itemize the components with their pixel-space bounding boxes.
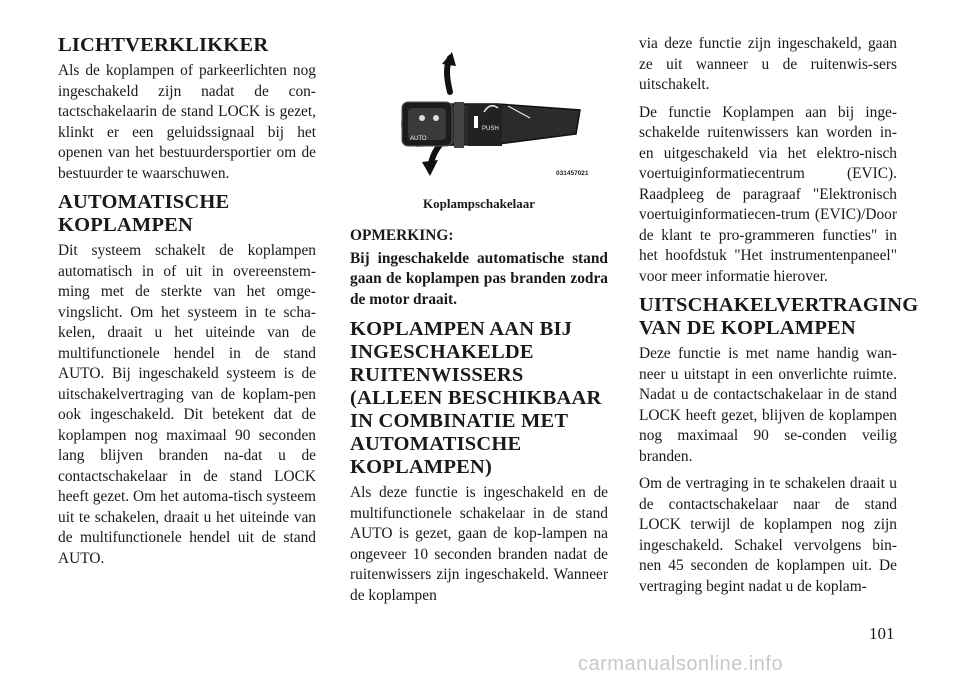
figure-code: 031457021: [556, 170, 589, 177]
paragraph-evic: De functie Koplampen aan bij inge-schakelde ruitenwissers kan worden in- en uitgeschakeld via het elektro-nisch voertuiginformatiecentrum (EVIC). Raadpleeg de paragraaf "Elektronisch voertuiginformatiecen-trum (EVIC)/Door de klant te pro-grammeren functies" in het hoofdstuk "Het instrumentenpaneel" voor meer informatie hierover.: [639, 103, 897, 285]
heading-uitschakelvertraging: UITSCHAKELVERTRAGING VAN DE KOPLAMPEN: [639, 294, 919, 339]
paragraph-ruitenwissers-vervolg: via deze functie zijn ingeschakeld, gaan ze uit wanneer u de ruitenwis-sers uitschakelt.: [639, 35, 897, 93]
heading-lichtverklikker: LICHTVERKLIKKER: [58, 34, 269, 56]
note-body: Bij ingeschakelde automatische stand gaan de koplampen pas branden zodra de motor draait.: [350, 249, 608, 308]
headlamp-switch-illustration: [380, 52, 590, 182]
heading-koplampen-aan-bij-ruitenwissers: KOPLAMPEN AAN BIJ INGESCHAKELDE RUITENWISSERS (ALLEEN BESCHIKBAAR IN COMBINATIE MET AUTOMATISCHE KOPLAMPEN): [350, 318, 602, 478]
auto-label: AUTO: [410, 136, 427, 142]
column-right: [639, 34, 919, 604]
watermark: carmanualsonline.info: [578, 653, 784, 675]
headlamp-switch-figure: [350, 34, 608, 192]
figure-caption: Koplampschakelaar: [423, 196, 535, 211]
push-label: PUSH: [482, 126, 499, 132]
paragraph-uitschakelvertraging-2: Om de vertraging in te schakelen draait u de contactschakelaar naar de stand LOCK terwijl de koplampen nog zijn ingeschakeld. Schakel vervolgens bin-nen 45 seconden de koplampen uit. De vertraging begint nadat u de koplam-: [639, 475, 897, 595]
column-middle: [350, 34, 608, 613]
column-left: [58, 34, 316, 576]
paragraph-koplampen-aan-bij-ruitenwissers: Als deze functie is ingeschakeld en de multifunctionele schakelaar in de stand AUTO is gezet, gaan de kop-lampen na ongeveer 10 seconden branden nadat de ruitenwissers zijn ingeschakeld. Wanneer de koplampen: [350, 484, 608, 604]
paragraph-uitschakelvertraging-1: Deze functie is met name handig wan-neer u uitstapt in een onverlichte ruimte. Nadat u de contactschakelaar in de stand LOCK heeft gezet, blijven de koplampen nog maximaal 90 se-conden veilig branden.: [639, 345, 897, 465]
paragraph-lichtverklikker: Als de koplampen of parkeerlichten nog ingeschakeld zijn nadat de con-tactschakelaarin de stand LOCK is gezet, klinkt er een geluidssignaal bij het openen van het bestuurdersportier om de bestuurder te waarschuwen.: [58, 62, 316, 182]
heading-automatische-koplampen: AUTOMATISCHE KOPLAMPEN: [58, 191, 230, 236]
paragraph-automatische-koplampen: Dit systeem schakelt de koplampen automatisch in of uit in overeenstem-ming met de sterkte van het omge-vingslicht. Om het systeem in te scha-kelen, draait u het uiteinde van de multifunctionele hendel in de stand AUTO. Bij ingeschakeld systeem is de uitschakelvertraging van de koplam-pen ook ingeschakeld. Dit betekent dat de koplampen nog maximaal 90 seconden lang blijven branden na-dat u de contactschakelaar in de stand LOCK heeft gezet. Om het automa-tisch systeem uit te schakelen, draait u het uiteinde van de multifunctionele hendel uit de stand AUTO.: [58, 242, 316, 567]
note-heading: OPMERKING:: [350, 227, 454, 244]
page-number: 101: [869, 624, 895, 643]
